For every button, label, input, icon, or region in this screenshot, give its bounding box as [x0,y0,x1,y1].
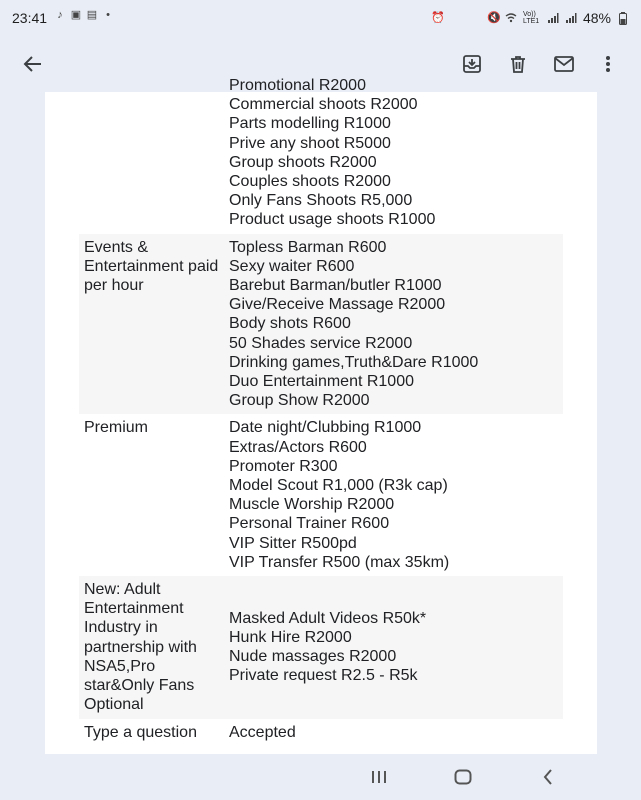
list-item: Promoter R300 [229,457,338,475]
mute-icon: 🔇 [486,12,501,24]
back-button[interactable] [17,48,49,80]
list-item: VIP Sitter R500pd [229,534,357,552]
status-bar [0,0,641,36]
list-item: Muscle Worship R2000 [229,496,395,514]
more-vert-icon [605,54,611,74]
battery-level: 48% [582,10,611,26]
list-item: Private request R2.5 - R5k [229,667,418,685]
table-row-premium [79,414,563,576]
network-label: Vo)) LTE1 [522,11,540,25]
home-icon [454,769,472,785]
list-item: Sexy waiter R600 [229,257,355,275]
table-row-adult [79,576,563,718]
question-value: Accepted [229,723,296,741]
more-notifications-icon: • [106,9,110,21]
list-item: Date night/Clubbing R1000 [229,419,422,437]
list-item: Group Show R2000 [229,392,370,410]
list-item: VIP Transfer R500 (max 35km) [229,553,450,571]
nav-back-icon [542,769,554,785]
list-item: Model Scout R1,000 (R3k cap) [229,477,448,495]
list-item: Promotional R2000 [229,77,366,94]
list-item: Extras/Actors R600 [229,438,367,456]
trash-icon [508,54,528,74]
status-time: 23:41 [12,10,48,26]
list-item: Masked Adult Videos R50k* [229,609,427,627]
wifi-icon [505,12,517,24]
list-item: Body shots R600 [229,315,351,333]
battery-icon [617,12,629,24]
more-options-button[interactable] [592,48,624,80]
list-item: Parts modelling R1000 [229,115,391,133]
row-label-adult: New: Adult Entertainment Industry in partnership with NSA5,Pro star&Only Fans Optional [79,576,224,718]
list-item: Couples shoots R2000 [229,173,391,191]
list-item: Give/Receive Massage R2000 [229,296,446,314]
table-row-events [79,234,563,415]
archive-icon [462,54,482,74]
row-label-question: Type a question [84,723,197,741]
arrow-back-icon [23,54,43,74]
list-item: Hunk Hire R2000 [229,629,352,647]
list-item: Personal Trainer R600 [229,515,390,533]
signal-icon [547,12,559,24]
services-table [79,72,563,746]
email-body [45,77,597,754]
row-label-events: Events & Entertainment paid per hour [79,234,224,415]
table-row-shoots [79,72,563,234]
list-item: Barebut Barman/butler R1000 [229,277,442,295]
list-item: Group shoots R2000 [229,153,377,171]
list-item: Commercial shoots R2000 [229,96,418,114]
list-item: Product usage shoots R1000 [229,211,436,229]
recents-button[interactable] [367,766,391,788]
signal-icon-2 [565,12,577,24]
tiktok-icon: ♪ [57,9,63,21]
system-nav-bar [0,754,641,800]
system-icons [431,10,629,26]
alarm-icon: ⏰ [430,12,445,24]
list-item: Drinking games,Truth&Dare R1000 [229,353,479,371]
list-item: Only Fans Shoots R5,000 [229,192,413,210]
notification-icons [54,9,114,21]
list-item: 50 Shades service R2000 [229,334,413,352]
list-item: Prive any shoot R5000 [229,134,391,152]
list-item: Topless Barman R600 [229,238,387,256]
mail-icon [553,54,575,74]
table-row-question [79,719,563,746]
list-item: Nude massages R2000 [229,648,397,666]
browser-icon: ▤ [86,9,98,21]
home-button[interactable] [451,766,475,788]
list-item: Duo Entertainment R1000 [229,373,414,391]
row-label-premium: Premium [84,419,149,437]
recents-icon [371,770,387,784]
nav-back-button[interactable] [536,766,560,788]
image-icon: ▣ [70,9,82,21]
